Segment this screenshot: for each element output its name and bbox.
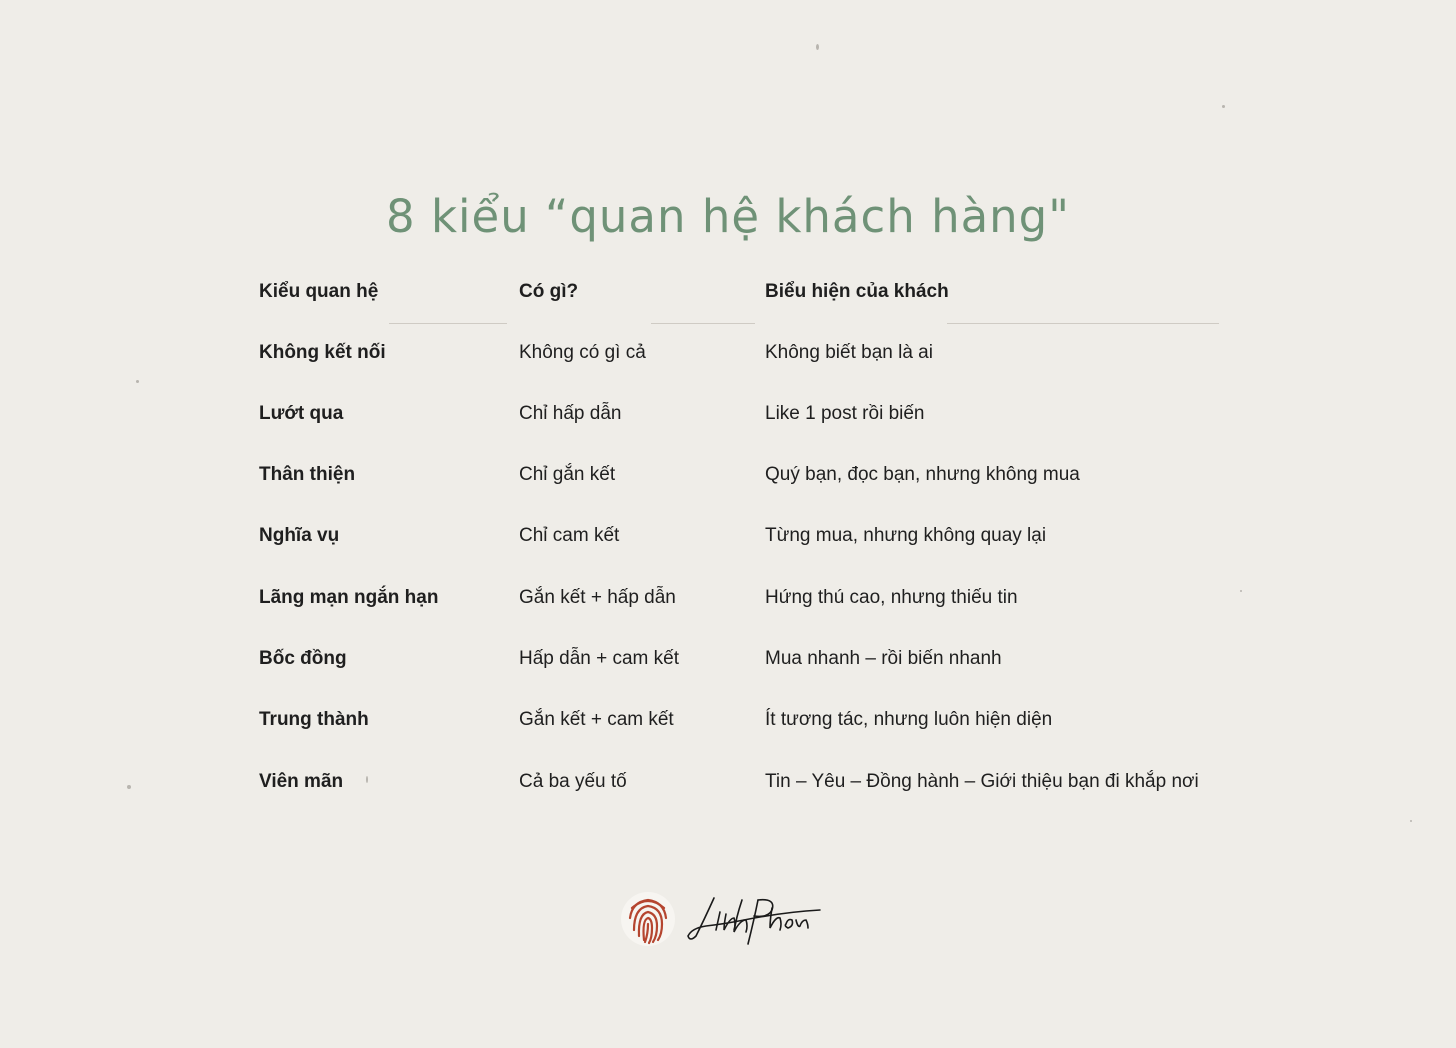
column-header-customer-behavior: Biểu hiện của khách — [765, 281, 949, 302]
table-cell-behavior: Tin – Yêu – Đồng hành – Giới thiệu bạn đi khắp nơi — [765, 771, 1199, 792]
table-cell-type: Bốc đồng — [259, 648, 347, 669]
table-cell-type: Viên mãn — [259, 771, 344, 792]
table-cell-has: Cả ba yếu tố — [519, 771, 627, 792]
paper-texture — [1222, 105, 1225, 108]
table-cell-behavior: Ít tương tác, nhưng luôn hiện diện — [765, 709, 1053, 730]
table-cell-has: Chỉ gắn kết — [519, 464, 616, 485]
column-header-what-it-has: Có gì? — [519, 281, 579, 302]
table-cell-type: Lướt qua — [259, 403, 344, 424]
table-cell-has: Hấp dẫn + cam kết — [519, 648, 680, 669]
paper-texture — [1240, 590, 1242, 592]
table-cell-type: Lãng mạn ngắn hạn — [259, 587, 439, 608]
fingerprint-logo-icon — [620, 888, 676, 950]
table-cell-type: Trung thành — [259, 709, 369, 730]
table-cell-has: Chỉ cam kết — [519, 525, 620, 546]
header-divider — [651, 323, 755, 324]
table-cell-behavior: Từng mua, nhưng không quay lại — [765, 525, 1047, 546]
paper-texture — [1410, 820, 1412, 822]
table-cell-type: Thân thiện — [259, 464, 356, 485]
paper-texture — [366, 776, 368, 783]
table-cell-has: Chỉ hấp dẫn — [519, 403, 622, 424]
table-cell-behavior: Mua nhanh – rồi biến nhanh — [765, 648, 1002, 669]
page-title: 8 kiểu “quan hệ khách hàng" — [386, 190, 1070, 244]
paper-texture — [816, 44, 819, 50]
table-cell-behavior: Quý bạn, đọc bạn, nhưng không mua — [765, 464, 1080, 485]
footer-branding — [620, 888, 840, 958]
table-cell-behavior: Like 1 post rồi biến — [765, 403, 925, 424]
table-cell-type: Nghĩa vụ — [259, 525, 340, 546]
header-divider — [947, 323, 1219, 324]
table-cell-behavior: Hứng thú cao, nhưng thiếu tin — [765, 587, 1018, 608]
signature-icon — [684, 890, 824, 950]
table-cell-has: Gắn kết + cam kết — [519, 709, 674, 730]
paper-texture — [136, 380, 139, 383]
header-divider — [389, 323, 507, 324]
table-cell-type: Không kết nối — [259, 342, 386, 363]
table-cell-behavior: Không biết bạn là ai — [765, 342, 933, 363]
table-cell-has: Gắn kết + hấp dẫn — [519, 587, 676, 608]
paper-texture — [127, 785, 131, 789]
column-header-relationship-type: Kiểu quan hệ — [259, 281, 379, 302]
table-cell-has: Không có gì cả — [519, 342, 646, 363]
